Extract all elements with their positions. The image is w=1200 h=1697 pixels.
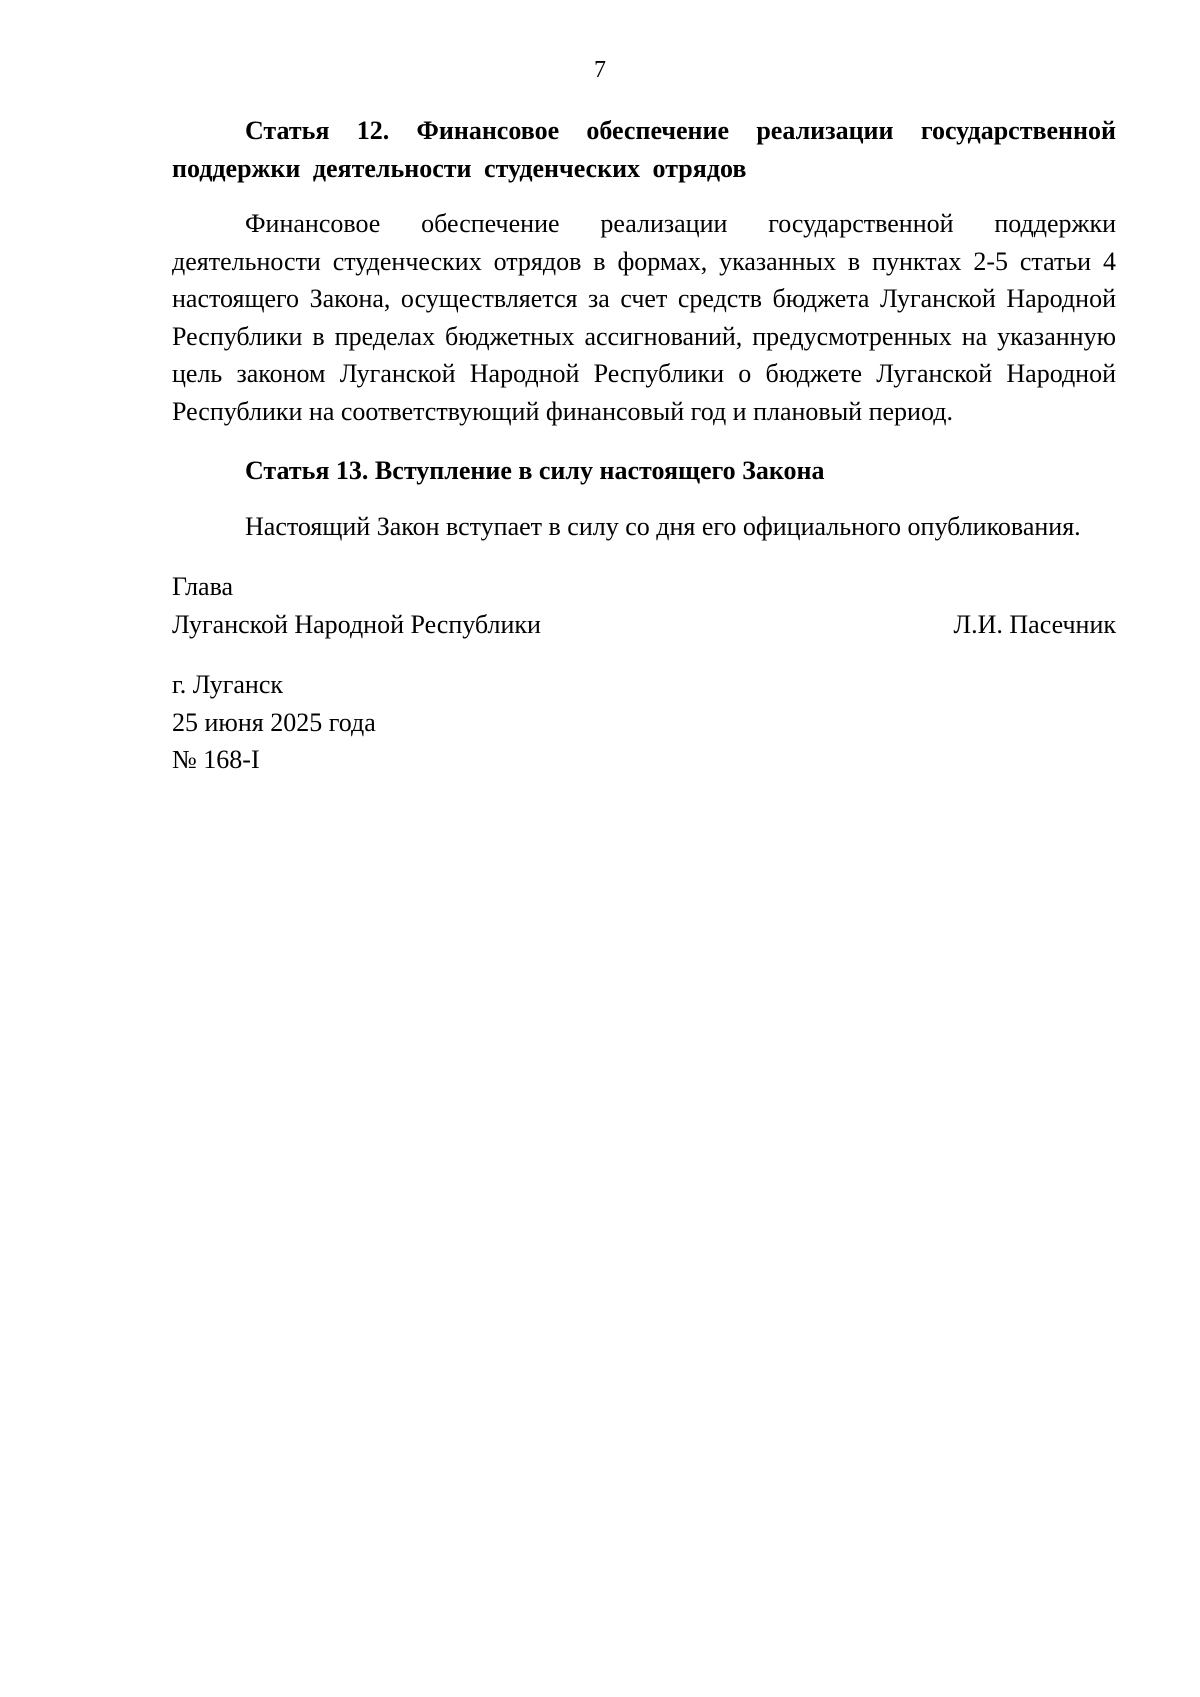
place-city: г. Луганск bbox=[172, 670, 284, 699]
document-number: № 168-I bbox=[172, 745, 260, 774]
article-12-body: Финансовое обеспечение реализации государственной поддержки деятельности студенческих отрядов в формах, указанных в пунктах 2-5 статьи 4 настоящего Закона, осуществляется за счет средств бюджета Луганской Народной Республики в пределах бюджетных ассигнований, предусмотренных на указанную цель законом Луганской Народной Республики о бюджете Луганской Народной Республики на соответствующий финансовый год и плановый период. bbox=[172, 209, 1116, 426]
signature-title-line1: Глава bbox=[172, 572, 234, 601]
article-12-heading: Статья 12. Финансовое обеспечение реализации государственной поддержки деятельности студенческих отрядов bbox=[172, 116, 1116, 183]
signature-title-line2: Луганской Народной Республики bbox=[172, 609, 541, 639]
signature-block bbox=[172, 568, 1116, 643]
place-date-block bbox=[172, 666, 1116, 779]
article-12 bbox=[172, 112, 1116, 430]
page-number: 7 bbox=[594, 57, 606, 83]
article-13 bbox=[172, 452, 1116, 545]
signatory-name: Л.И. Пасечник bbox=[953, 609, 1116, 639]
document-date: 25 июня 2025 года bbox=[172, 707, 376, 737]
article-13-body: Настоящий Закон вступает в силу со дня его официального опубликования. bbox=[245, 511, 1081, 541]
article-13-heading: Статья 13. Вступление в силу настоящего Закона bbox=[245, 456, 825, 485]
document-content bbox=[172, 112, 1116, 779]
